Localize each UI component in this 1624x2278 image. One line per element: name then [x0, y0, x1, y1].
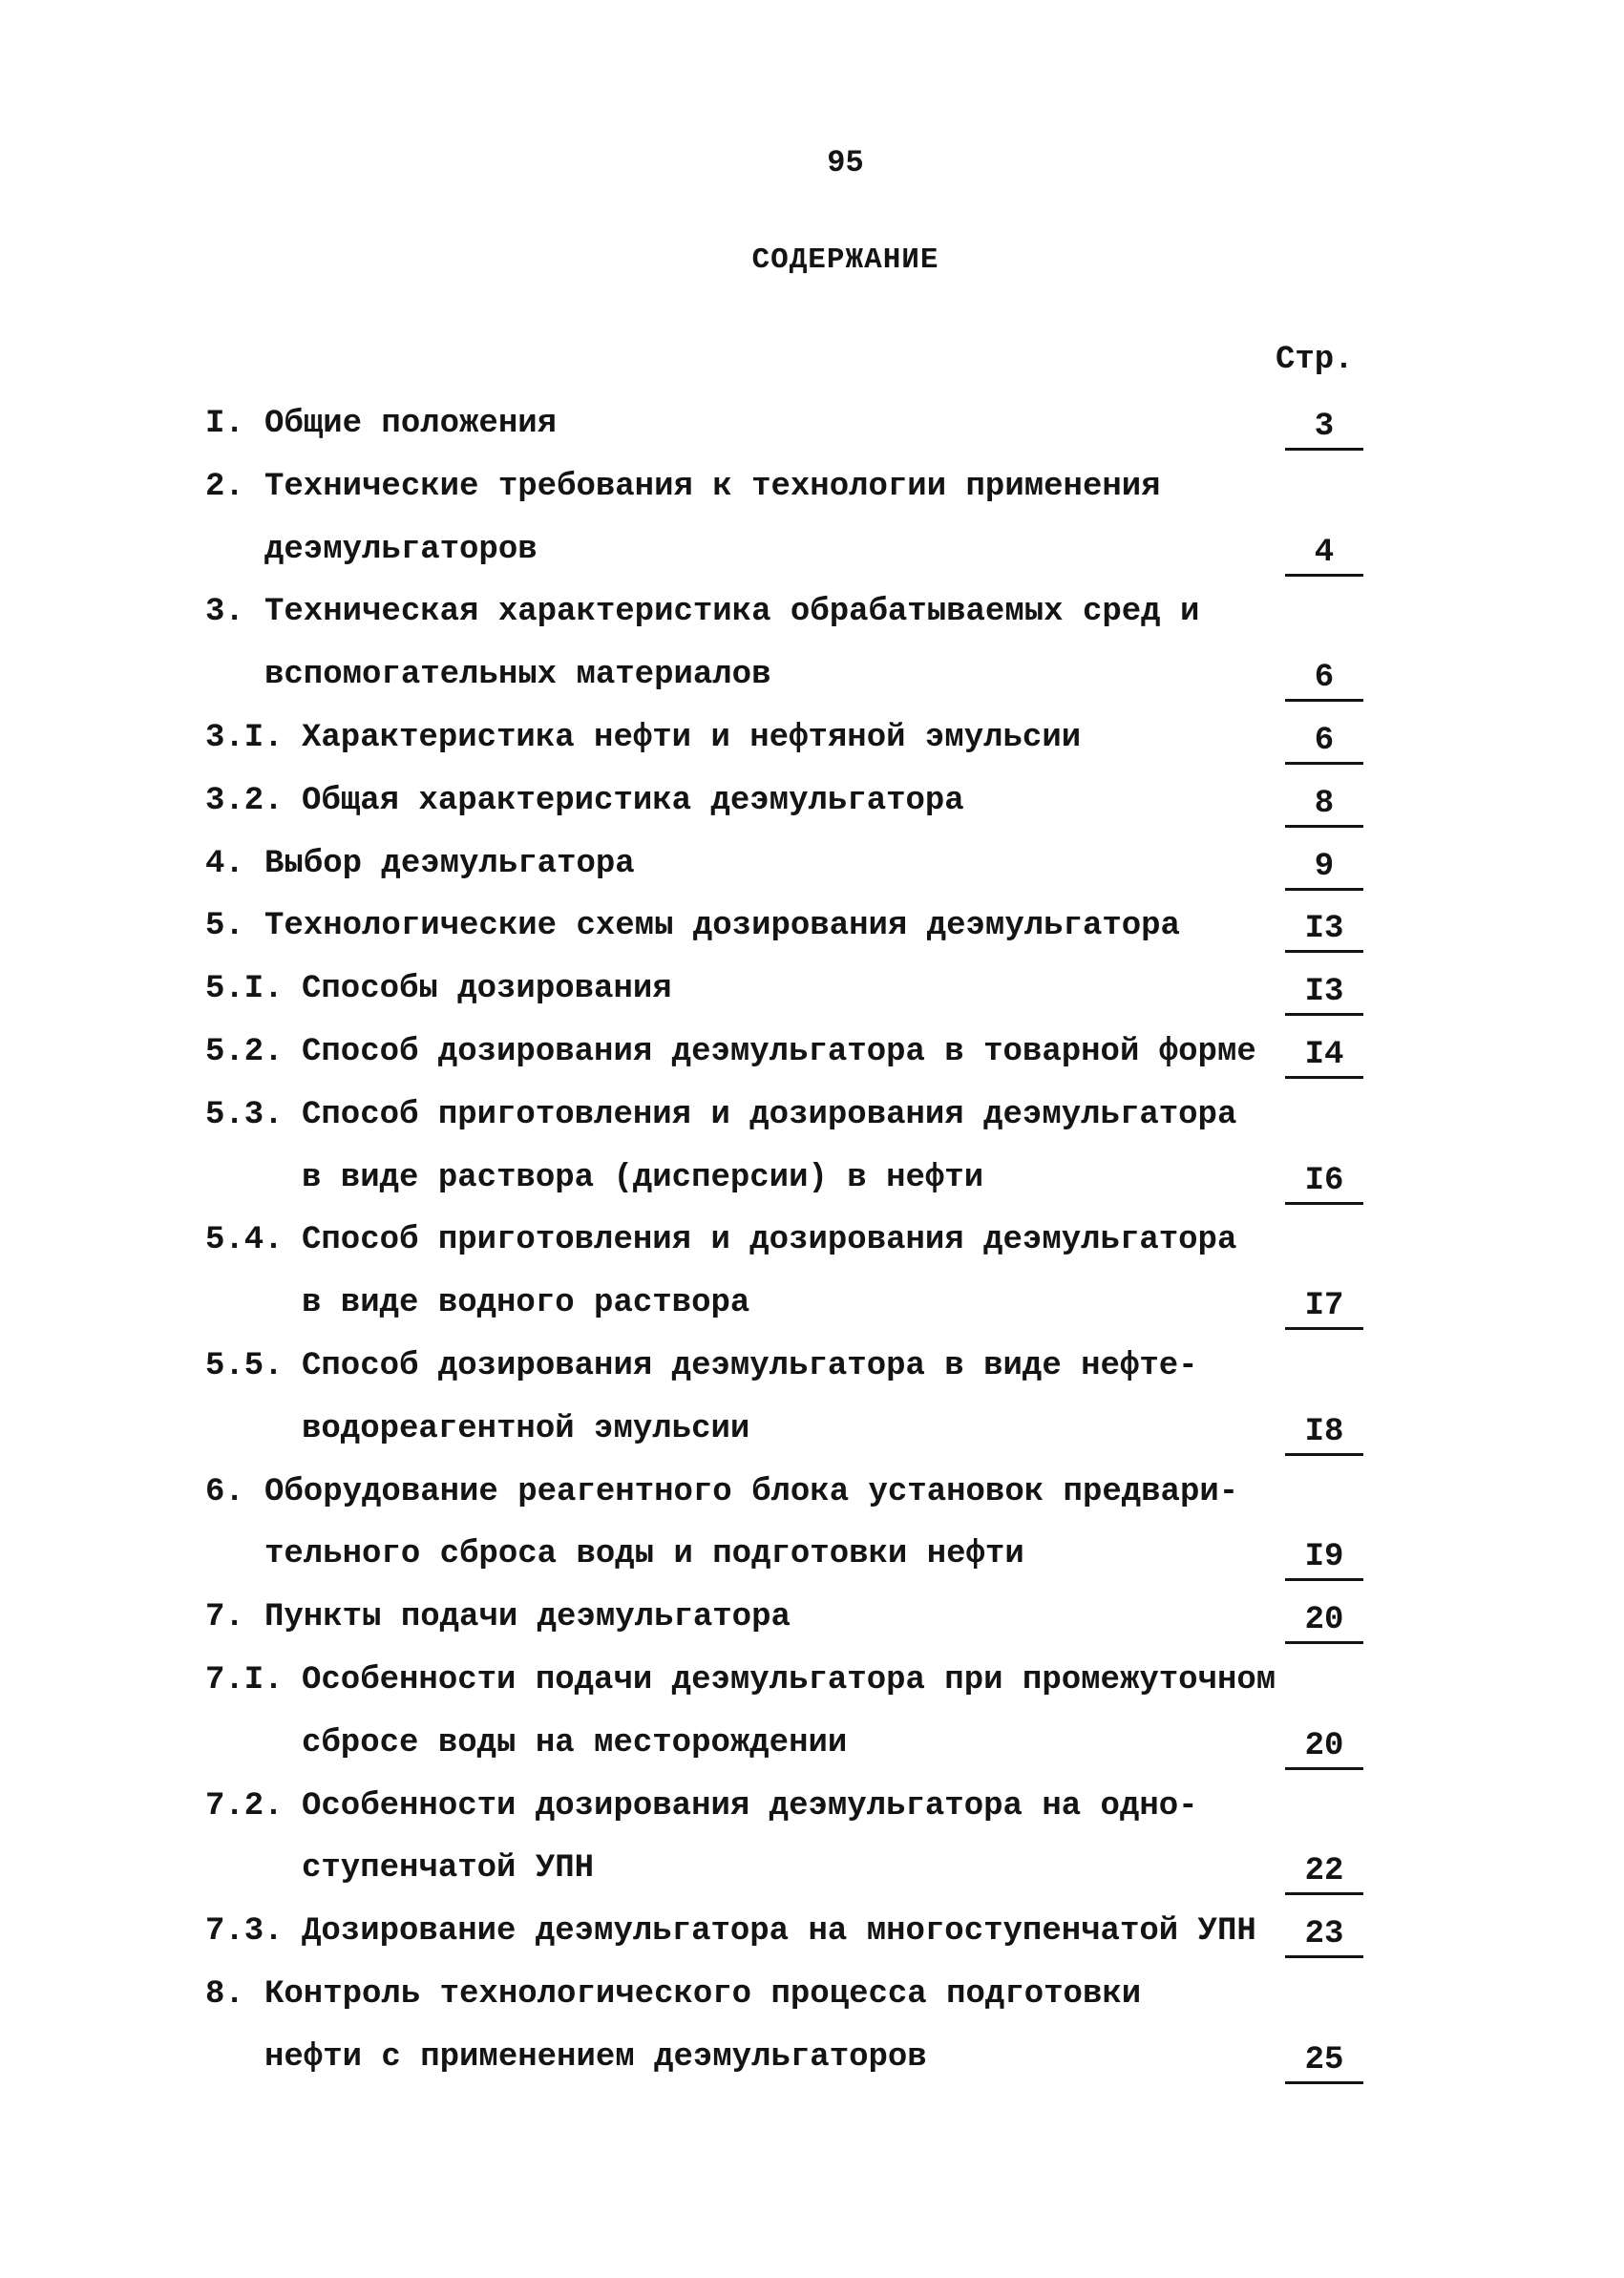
toc-entry: [0, 1788, 1624, 1846]
toc-entry-text: Контроль технологического процесса подготовки: [264, 1976, 1142, 2013]
toc-entry-page: 20: [1285, 1725, 1363, 1770]
toc-entry-text: Особенности дозирования деэмульгатора на одно-: [302, 1787, 1198, 1825]
toc-entry-number: 3.: [205, 594, 244, 631]
toc-entry-page: 8: [1285, 783, 1363, 828]
toc-entry-continuation: [0, 1160, 1624, 1217]
toc-entry-text: Пункты подачи деэмульгатора: [264, 1599, 791, 1636]
toc-entry-number: 3.I.: [205, 720, 284, 756]
toc-entry-number: 7.2.: [205, 1787, 284, 1825]
toc-entry-page: I9: [1285, 1536, 1363, 1581]
toc-entry: [0, 1034, 1624, 1091]
toc-entry-number: I.: [205, 406, 244, 442]
toc-entry-page: 20: [1285, 1599, 1363, 1644]
toc-entry-text: вспомогательных материалов: [264, 657, 771, 694]
toc-entry-number: 7.I.: [205, 1662, 284, 1698]
toc-entry-page: I3: [1285, 908, 1363, 953]
toc-entry-text: деэмульгаторов: [264, 531, 538, 568]
toc-entry-page: 9: [1285, 846, 1363, 891]
toc-entry-text: нефти с применением деэмульгаторов: [264, 2038, 927, 2076]
toc-entry: [0, 1348, 1624, 1405]
toc-entry-number: 7.: [205, 1599, 244, 1636]
toc-entry: [0, 1913, 1624, 1971]
toc-entry-number: 5.4.: [205, 1222, 284, 1259]
toc-entry-text: Общие положения: [264, 406, 558, 442]
toc-entry-number: 8.: [205, 1976, 244, 2013]
toc-title: СОДЕРЖАНИЕ: [751, 243, 939, 277]
toc-entry-text: Технические требования к технологии применения: [264, 468, 1161, 505]
toc-entry-page: I8: [1285, 1411, 1363, 1456]
toc-entry-continuation: [0, 2039, 1624, 2097]
page-column-header: Стр.: [1276, 342, 1354, 378]
toc-entry-text: Технологические схемы дозирования деэмульгатора: [264, 908, 1180, 945]
toc-entry-page: I6: [1285, 1160, 1363, 1205]
toc-entry-text: Способы дозирования: [302, 971, 672, 1008]
toc-entry: [0, 406, 1624, 463]
toc-entry-continuation: [0, 1411, 1624, 1468]
toc-entry-continuation: [0, 1536, 1624, 1593]
toc-entry-continuation: [0, 657, 1624, 714]
toc-entry-page: I7: [1285, 1285, 1363, 1330]
toc-entry: [0, 1097, 1624, 1154]
toc-entry-text: Техническая характеристика обрабатываемых сред и: [264, 594, 1200, 631]
toc-entry-number: 5.2.: [205, 1034, 284, 1070]
toc-entry: [0, 1662, 1624, 1719]
toc-entry-page: 3: [1285, 406, 1363, 451]
toc-entry: [0, 1222, 1624, 1279]
toc-entry-number: 3.2.: [205, 782, 284, 819]
toc-entry: [0, 783, 1624, 840]
toc-entry-text: сбросе воды на месторождении: [302, 1724, 848, 1761]
toc-entry-text: тельного сброса воды и подготовки нефти: [264, 1536, 1024, 1573]
toc-entry-continuation: [0, 532, 1624, 589]
toc-entry-number: 5.5.: [205, 1348, 284, 1384]
toc-entry-continuation: [0, 1285, 1624, 1342]
toc-entry-page: 6: [1285, 720, 1363, 765]
toc-entry: [0, 469, 1624, 526]
toc-entry-text: Способ приготовления и дозирования деэмульгатора: [302, 1096, 1237, 1133]
toc-entry-number: 5.3.: [205, 1096, 284, 1133]
toc-entry: [0, 908, 1624, 965]
toc-entry-page: I4: [1285, 1034, 1363, 1079]
toc-entry-text: Оборудование реагентного блока установок предвари-: [264, 1473, 1239, 1510]
toc-entry: [0, 846, 1624, 903]
toc-entry-number: 2.: [205, 468, 244, 505]
toc-entry-text: в виде раствора (дисперсии) в нефти: [302, 1159, 984, 1196]
toc-entry-number: 4.: [205, 845, 244, 882]
toc-entry-page: 25: [1285, 2039, 1363, 2084]
toc-entry-page: 6: [1285, 657, 1363, 702]
toc-entry-text: Способ приготовления и дозирования деэмульгатора: [302, 1222, 1237, 1259]
toc-entry: [0, 1599, 1624, 1656]
toc-entry-number: 5.: [205, 908, 244, 945]
toc-entry-page: 4: [1285, 532, 1363, 577]
toc-entry-text: Способ дозирования деэмульгатора в товарной форме: [302, 1034, 1256, 1070]
toc-entry-continuation: [0, 1850, 1624, 1908]
toc-entry-page: I3: [1285, 971, 1363, 1016]
toc-entry-page: 23: [1285, 1913, 1363, 1958]
toc-entry-text: Общая характеристика деэмульгатора: [302, 782, 964, 819]
toc-entry-text: Выбор деэмульгатора: [264, 845, 635, 882]
toc-entry: [0, 1474, 1624, 1531]
toc-entry-text: ступенчатой УПН: [302, 1850, 595, 1888]
toc-entry-page: 22: [1285, 1850, 1363, 1895]
page-number: 95: [827, 145, 864, 180]
toc-entry-text: Способ дозирования деэмульгатора в виде нефте-: [302, 1348, 1198, 1384]
toc-entry-text: Характеристика нефти и нефтяной эмульсии: [302, 720, 1082, 756]
toc-entry: [0, 720, 1624, 777]
toc-entry: [0, 1976, 1624, 2034]
toc-entry: [0, 971, 1624, 1028]
toc-entry-number: 7.3.: [205, 1913, 284, 1951]
toc-entry-number: 6.: [205, 1473, 244, 1510]
toc-entry-text: Особенности подачи деэмульгатора при промежуточном: [302, 1662, 1276, 1698]
toc-entry-number: 5.I.: [205, 971, 284, 1008]
toc-entry-text: Дозирование деэмульгатора на многоступенчатой УПН: [302, 1913, 1256, 1951]
toc-entry-text: в виде водного раствора: [302, 1285, 750, 1322]
toc-entry: [0, 594, 1624, 651]
toc-entry-continuation: [0, 1725, 1624, 1782]
toc-entry-text: водореагентной эмульсии: [302, 1410, 750, 1447]
